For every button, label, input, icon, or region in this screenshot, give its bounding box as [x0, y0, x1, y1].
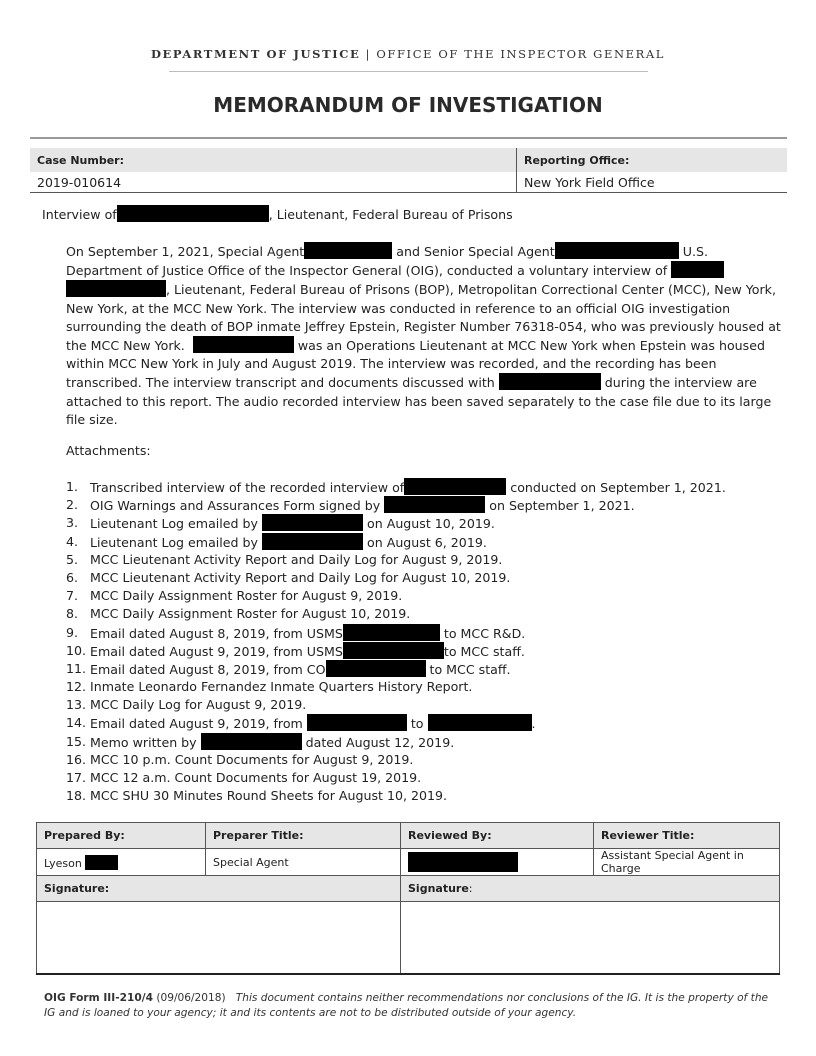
header-separator: | [365, 47, 372, 61]
list-item: 7. MCC Daily Assignment Roster for August 9, 2019. [66, 588, 403, 604]
redaction-block [671, 261, 724, 278]
list-item: 10. Email dated August 9, 2019, from USMS to MCC staff. [66, 642, 525, 659]
agency-header [0, 47, 816, 61]
interview-subject [42, 205, 782, 224]
page-title: MEMORANDUM OF INVESTIGATION [213, 93, 603, 117]
office-name: OFFICE OF THE INSPECTOR GENERAL [376, 47, 666, 61]
attachments-heading: Attachments: [66, 443, 151, 458]
list-item: 4. Lieutenant Log emailed by on August 6, 2019. [66, 533, 487, 550]
redaction-block [326, 660, 426, 677]
redaction-block [343, 642, 444, 659]
case-number-value: 2019-010614 [30, 172, 517, 193]
list-item: 16. MCC 10 p.m. Count Documents for August 9, 2019. [66, 751, 414, 767]
redaction-block [85, 855, 118, 870]
redaction-block [304, 242, 392, 259]
subject-prefix: Interview of [42, 207, 117, 222]
subject-suffix: , Lieutenant, Federal Bureau of Prisons [268, 207, 513, 222]
list-item: 18. MCC SHU 30 Minutes Round Sheets for August 10, 2019. [66, 788, 448, 804]
redaction-block [193, 336, 294, 353]
attachments-list [66, 478, 781, 805]
redaction-block [307, 714, 407, 731]
prepared-by-label: Prepared By: [37, 823, 206, 849]
list-item: 13. MCC Daily Log for August 9, 2019. [66, 697, 307, 713]
redaction-block [408, 852, 518, 872]
reporting-office-value: New York Field Office [517, 172, 788, 193]
case-number-label: Case Number: [30, 148, 517, 172]
signature-label: Signature: [37, 876, 401, 902]
redaction-block [201, 733, 302, 750]
form-number: OIG Form III-210/4 [44, 992, 153, 1004]
list-item: 3. Lieutenant Log emailed by on August 10, 2019. [66, 515, 495, 532]
redaction-block [555, 242, 679, 259]
form-date: (09/06/2018) [156, 992, 226, 1004]
list-item: 11. Email dated August 8, 2019, from CO to MCC staff. [66, 660, 511, 677]
list-item: 5. MCC Lieutenant Activity Report and Daily Log for August 9, 2019. [66, 551, 503, 567]
footer-note: This document contains neither recommendations nor conclusions of the IG. It is the property of the IG and is loaned to your agency; it and its contents are not to be distributed outside of your agency. [44, 992, 769, 1019]
redaction-block [343, 624, 440, 641]
summary-paragraph: On September 1, 2021, Special Agent and Senior Special Agent U.S. Department of Justice Office of the Inspector General (OIG), conducted a voluntary interview of , Lieutenant, Federal Bureau of Prisons (BOP), Metropolitan Correctional Center (MCC), New York, New York, at the MCC New York. The interview was conducted in reference to an official OIG investigation surrounding the death of BOP inmate Jeffrey Epstein, Register Number 76318-054, who was previously housed at the MCC New York. was an Operations Lieutenant at MCC New York when Epstein was housed within MCC New York in July and August 2019. The interview was recorded, and the recording has been transcribed. The interview transcript and documents discussed with during the interview are attached to this report. The audio recorded interview has been saved separately to the case file due to its large file size. [66, 244, 781, 427]
redaction-block [499, 373, 601, 390]
department-name: DEPARTMENT OF JUSTICE [150, 47, 361, 61]
reviewed-by-value [401, 849, 594, 876]
list-item: 1. Transcribed interview of the recorded interview of conducted on September 1, 2021. [66, 479, 726, 495]
list-item: 15. Memo written by dated August 12, 2019. [66, 733, 455, 750]
preparer-signature-box[interactable] [37, 902, 401, 975]
list-item: 8. MCC Daily Assignment Roster for August 10, 2019. [66, 606, 411, 622]
redaction-block [117, 205, 269, 222]
form-footer [44, 991, 779, 1021]
list-item: 17. MCC 12 a.m. Count Documents for August 19, 2019. [66, 770, 422, 785]
header-divider [169, 71, 648, 72]
signoff-table [36, 822, 780, 975]
preparer-title-label: Preparer Title: [206, 823, 401, 849]
list-item: 12. Inmate Leonardo Fernandez Inmate Quarters History Report. [66, 679, 473, 695]
case-info-table [30, 148, 787, 193]
preparer-title-value: Special Agent [206, 849, 401, 876]
reporting-office-label: Reporting Office: [517, 148, 788, 172]
redaction-block [428, 714, 532, 731]
redaction-block [384, 496, 485, 513]
redaction-block [262, 514, 363, 531]
list-item: 6. MCC Lieutenant Activity Report and Daily Log for August 10, 2019. [66, 569, 511, 585]
redaction-block [262, 533, 363, 550]
redaction-block [66, 280, 166, 297]
prepared-by-value: Lyeson [37, 849, 206, 876]
reviewer-title-value: Assistant Special Agent in Charge [594, 849, 780, 876]
title-divider [30, 137, 787, 139]
list-item: 14. Email dated August 9, 2019, from to . [66, 715, 536, 732]
reviewer-signature-box[interactable] [401, 902, 780, 975]
redaction-block [404, 478, 506, 495]
list-item: 9. Email dated August 8, 2019, from USMS to MCC R&D. [66, 624, 526, 641]
reviewer-title-label: Reviewer Title: [594, 823, 780, 849]
reviewed-by-label: Reviewed By: [401, 823, 594, 849]
list-item: 2. OIG Warnings and Assurances Form signed by on September 1, 2021. [66, 497, 635, 514]
signature-label-reviewer: Signature: [401, 876, 780, 902]
